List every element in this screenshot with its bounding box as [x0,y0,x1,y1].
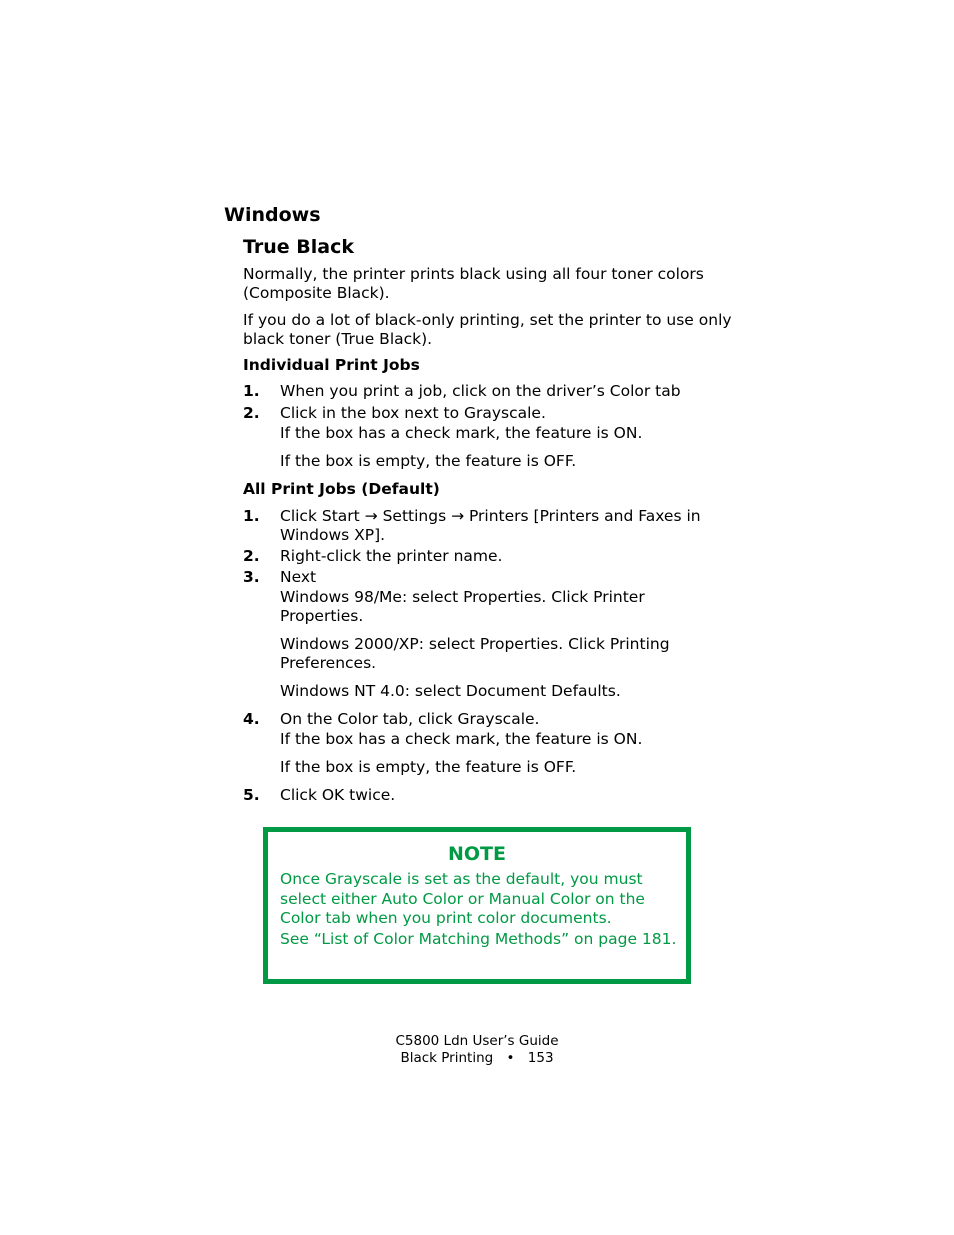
step-subtext: If the box has a check mark, the feature is ON. [280,424,643,442]
step-subtext: Windows 2000/XP: select Properties. Click Printing Preferences. [280,635,670,672]
footer-chapter: Black Printing [400,1050,494,1066]
note-text: Once Grayscale is set as the default, you must select either Auto Color or Manual Color on the Color tab when you print color documents. [280,870,645,927]
step-number: 2. [243,547,260,565]
step-text: Next [280,568,317,586]
step-text: Click OK twice. [280,786,396,804]
footer-page-number: 153 [527,1050,554,1066]
step-text: On the Color tab, click Grayscale. [280,710,540,728]
intro-paragraph: If you do a lot of black-only printing, set the printer to use only black toner (True Black). [243,311,732,348]
subsection-title: True Black [243,236,354,258]
individual-jobs-heading: Individual Print Jobs [243,356,420,374]
footer-bullet: • [506,1050,515,1066]
step-subtext: If the box is empty, the feature is OFF. [280,758,577,776]
all-jobs-heading: All Print Jobs (Default) [243,480,440,498]
note-title: NOTE [448,843,506,865]
step-number: 1. [243,507,260,525]
step-number: 1. [243,382,260,400]
step-text: Right-click the printer name. [280,547,503,565]
footer-guide-title: C5800 Ldn User’s Guide [395,1033,559,1049]
step-subtext: If the box has a check mark, the feature is ON. [280,730,643,748]
step-number: 2. [243,404,260,422]
step-number: 4. [243,710,260,728]
note-box [263,827,691,984]
step-text: Click in the box next to Grayscale. [280,404,546,422]
step-subtext: If the box is empty, the feature is OFF. [280,452,577,470]
section-title: Windows [224,204,321,226]
step-subtext: Windows 98/Me: select Properties. Click Printer Properties. [280,588,645,625]
step-subtext: Windows NT 4.0: select Document Defaults. [280,682,621,700]
note-reference: See “List of Color Matching Methods” on page 181. [280,930,677,948]
footer-page-info [0,1050,954,1067]
step-text: When you print a job, click on the driver’s Color tab [280,382,681,400]
step-number: 3. [243,568,260,586]
step-number: 5. [243,786,260,804]
intro-paragraph: Normally, the printer prints black using all four toner colors (Composite Black). [243,265,704,302]
step-text: Click Start → Settings → Printers [Printers and Faxes in Windows XP]. [280,507,701,544]
